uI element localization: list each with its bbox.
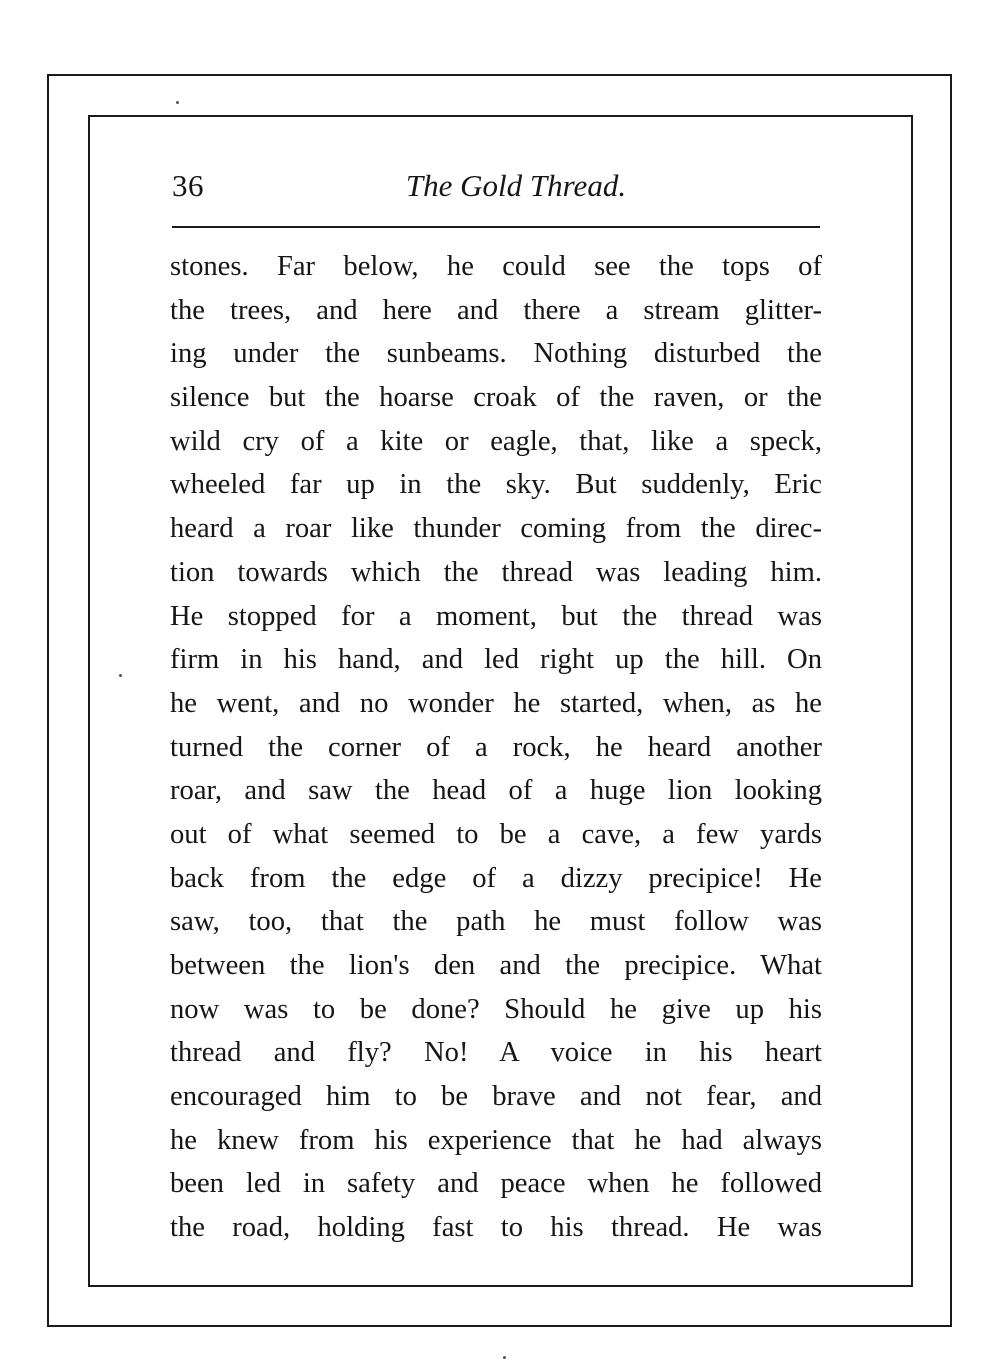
text-line: He stopped for a moment, but the thread was xyxy=(170,600,822,632)
text-line: out of what seemed to be a cave, a few yards xyxy=(170,818,822,850)
text-line: ing under the sunbeams. Nothing disturbed the xyxy=(170,338,822,370)
running-title: The Gold Thread. xyxy=(405,168,627,203)
text-line: silence but the hoarse croak of the raven, or the xyxy=(170,382,822,414)
text-line: now was to be done? Should he give up his xyxy=(170,993,822,1025)
text-line: wheeled far up in the sky. But suddenly, Eric xyxy=(170,469,822,501)
text-line: tion towards which the thread was leading him. xyxy=(170,556,822,588)
text-line: been led in safety and peace when he followed xyxy=(170,1168,822,1200)
text-line: stones. Far below, he could see the tops of xyxy=(170,251,822,282)
running-head xyxy=(172,164,820,214)
page-number: 36 xyxy=(172,168,204,203)
header-rule xyxy=(172,226,820,228)
text-line: wild cry of a kite or eagle, that, like a speck, xyxy=(170,425,822,457)
text-line: back from the edge of a dizzy precipice! He xyxy=(170,862,822,894)
text-line: he went, and no wonder he started, when, as he xyxy=(170,687,822,719)
text-line: turned the corner of a rock, he heard another xyxy=(170,731,822,763)
paper-speck xyxy=(176,101,179,104)
text-line: the road, holding fast to his thread. He was xyxy=(170,1212,822,1244)
text-line: firm in his hand, and led right up the hill. On xyxy=(170,644,822,676)
text-line: the trees, and here and there a stream glitter- xyxy=(170,294,822,326)
text-line: thread and fly? No! A voice in his heart xyxy=(170,1037,822,1069)
text-line: he knew from his experience that he had always xyxy=(170,1124,822,1156)
body-text xyxy=(170,245,822,1250)
text-line: heard a roar like thunder coming from the direc- xyxy=(170,513,822,545)
paper-speck xyxy=(119,674,122,677)
text-line: roar, and saw the head of a huge lion looking xyxy=(170,775,822,807)
paper-speck xyxy=(503,1356,506,1359)
text-line: between the lion's den and the precipice. What xyxy=(170,950,822,981)
text-line: encouraged him to be brave and not fear, and xyxy=(170,1081,822,1113)
text-line: saw, too, that the path he must follow was xyxy=(170,906,822,938)
